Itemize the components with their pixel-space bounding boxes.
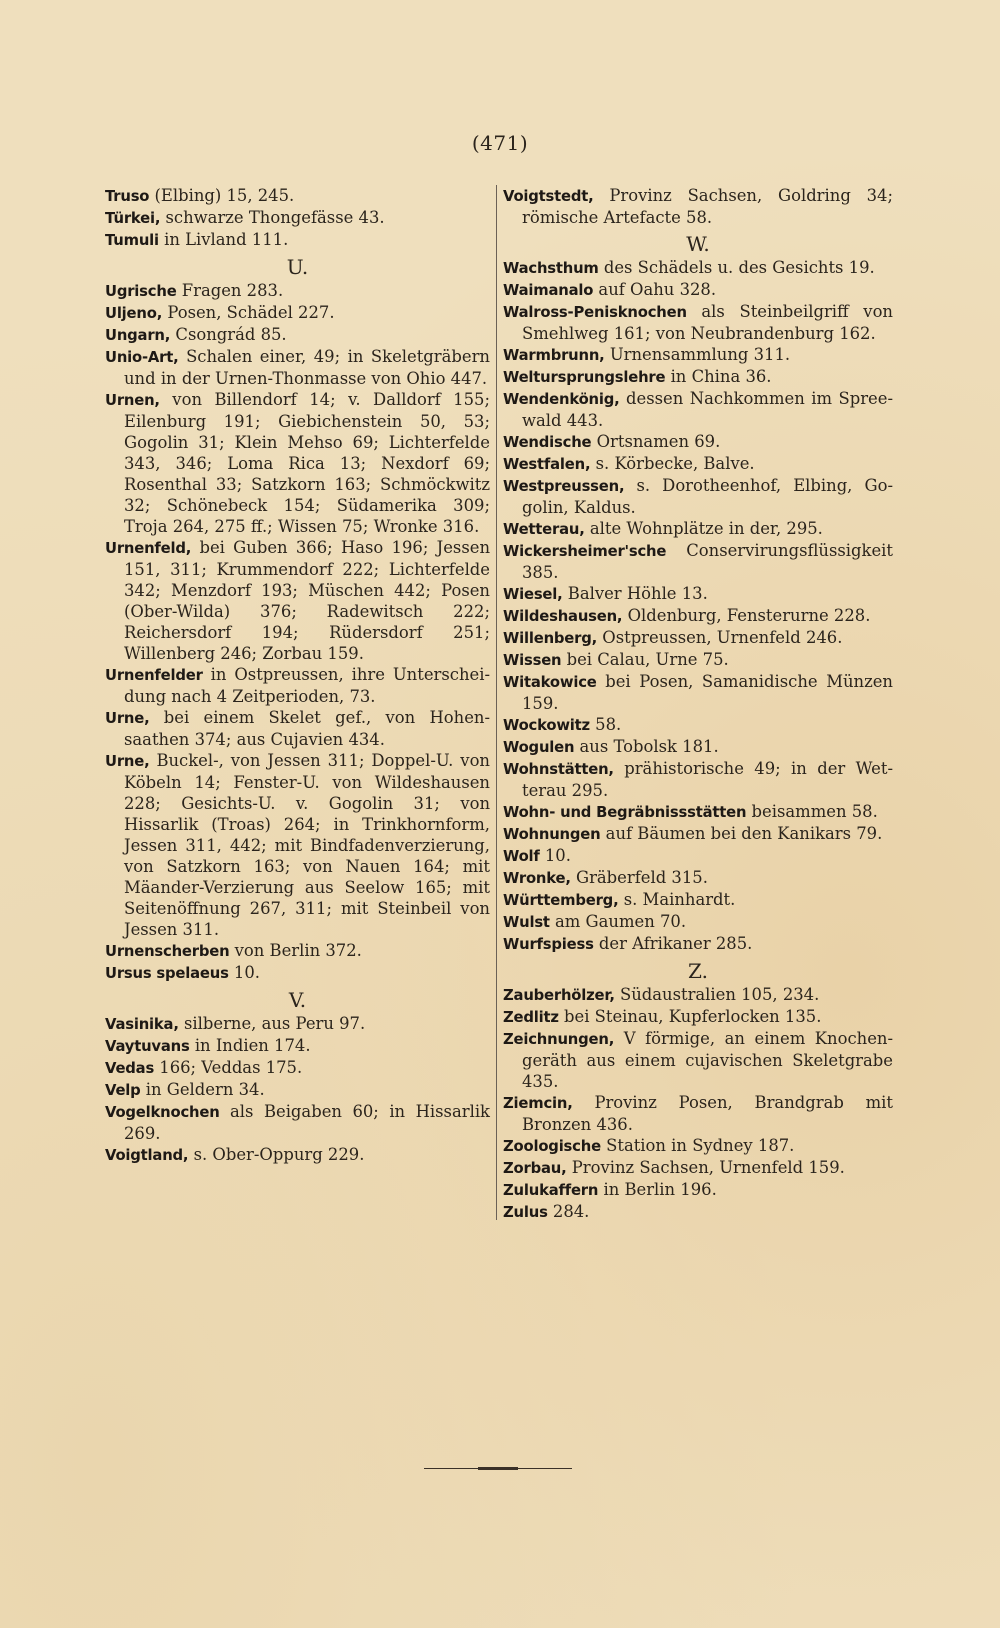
entry-headword: Zauberhölzer, xyxy=(503,987,615,1004)
index-entry xyxy=(105,280,490,302)
entry-text: Csongrád 85. xyxy=(170,325,287,344)
entry-text: Urnensammlung 311. xyxy=(604,345,791,364)
index-entry xyxy=(105,940,490,962)
entry-headword: Wickersheimer'sche xyxy=(503,543,667,560)
index-entry xyxy=(105,1144,490,1166)
entry-text: in China 36. xyxy=(665,367,772,386)
section-letter-v: V. xyxy=(288,988,307,1012)
entry-text: Conservirungsflüssigkeit 385. xyxy=(522,541,893,582)
entry-headword: Urnenscherben xyxy=(105,943,230,960)
entry-text: in Livland 111. xyxy=(158,230,289,249)
entry-headword: Tumuli xyxy=(105,232,159,249)
entry-headword: Zeichnungen, xyxy=(503,1031,615,1048)
index-entry xyxy=(503,301,893,344)
entry-headword: Zulukaffern xyxy=(503,1182,599,1199)
index-entry xyxy=(503,714,893,736)
entry-text: bei Steinau, Kupferlocken 135. xyxy=(558,1007,822,1026)
entry-headword: Ziemcin, xyxy=(503,1095,573,1112)
entry-headword: Zedlitz xyxy=(503,1009,559,1026)
entry-headword: Wohnungen xyxy=(503,826,601,843)
entry-headword: Wulst xyxy=(503,914,550,931)
entry-headword: Truso xyxy=(105,188,150,205)
entry-headword: Türkei, xyxy=(105,210,161,227)
entry-text: 284. xyxy=(547,1202,590,1221)
entry-text: von Billendorf 14; v. Dalldorf 155; Eilenburg 191; Giebichenstein 50, 53; Gogolin 31; Klein Mehso 69; Lichterfelde 343, 346; Loma Rica 13; Nexdorf 69; Rosenthal 33; Satzkorn 163; Schmöckwitz 32; Schönebeck 154; Südamerika 309; Troja 264, 275 ff.; Wissen 75; Wronke 316. xyxy=(124,390,490,536)
entry-text: bei Calau, Urne 75. xyxy=(561,650,729,669)
index-entry xyxy=(503,388,893,431)
entry-text: Südaustralien 105, 234. xyxy=(614,985,820,1004)
entry-headword: Wockowitz xyxy=(503,717,590,734)
entry-text: Ortsnamen 69. xyxy=(591,432,721,451)
entry-text: Fragen 283. xyxy=(176,281,284,300)
entry-text: (Elbing) 15, 245. xyxy=(149,186,295,205)
entry-text: Schalen einer, 49; in Skeletgräbern und in der Urnen-Thonmasse von Ohio 447. xyxy=(124,347,490,388)
entry-headword: Wetterau, xyxy=(503,521,585,538)
index-entry xyxy=(105,389,490,537)
entry-headword: Velp xyxy=(105,1082,141,1099)
entry-text: als Steinbeilgriff von Smehlweg 161; von Neubrandenburg 162. xyxy=(522,302,893,343)
entry-text: schwarze Thongefässe 43. xyxy=(160,208,385,227)
entry-headword: Walross-Penisknochen xyxy=(503,304,687,321)
entry-headword: Uljeno, xyxy=(105,305,163,322)
entry-text: Station in Sydney 187. xyxy=(600,1136,795,1155)
entry-headword: Wildeshausen, xyxy=(503,608,623,625)
entry-text: s. Ober-Oppurg 229. xyxy=(188,1145,365,1164)
entry-headword: Witakowice xyxy=(503,674,597,691)
index-entry xyxy=(105,1101,490,1144)
index-entry xyxy=(503,823,893,845)
entry-text: Provinz Sachsen, Goldring 34; römische Artefacte 58. xyxy=(522,186,893,227)
index-entry xyxy=(503,366,893,388)
index-entry xyxy=(503,344,893,366)
entry-headword: Waimanalo xyxy=(503,282,594,299)
entry-headword: Wendenkönig, xyxy=(503,391,620,408)
index-entry xyxy=(503,627,893,649)
entry-text: in Indien 174. xyxy=(189,1036,311,1055)
entry-text: V förmige, an einem Knochengeräth aus einem cujavischen Skeletgrabe 435. xyxy=(522,1029,893,1091)
entry-headword: Westfalen, xyxy=(503,456,591,473)
index-entry xyxy=(503,185,893,228)
entry-headword: Urne, xyxy=(105,753,150,770)
entry-text: Gräberfeld 315. xyxy=(570,868,708,887)
entry-text: in Berlin 196. xyxy=(598,1180,717,1199)
entry-headword: Ungarn, xyxy=(105,327,171,344)
index-entry xyxy=(105,962,490,984)
index-entry xyxy=(503,889,893,911)
page-number: (471) xyxy=(471,131,529,155)
index-entry xyxy=(105,207,490,229)
entry-text: als Beigaben 60; in Hissarlik 269. xyxy=(124,1102,490,1143)
index-entry xyxy=(105,302,490,324)
entry-headword: Unio-Art, xyxy=(105,349,179,366)
entry-text: s. Mainhardt. xyxy=(618,890,736,909)
entry-headword: Württemberg, xyxy=(503,892,619,909)
entry-text: prähistorische 49; in der Wetterau 295. xyxy=(522,759,893,800)
index-entry xyxy=(105,324,490,346)
index-column-left xyxy=(105,185,490,1166)
index-entry xyxy=(503,1179,893,1201)
index-entry xyxy=(503,257,893,279)
index-entry xyxy=(105,664,490,707)
entry-headword: Urne, xyxy=(105,710,150,727)
index-entry xyxy=(105,707,490,750)
entry-text: bei Guben 366; Haso 196; Jessen 151, 311; Krummendorf 222; Lichterfelde 342; Menzdorf 193; Müschen 442; Posen (Ober-Wilda) 376; Radewitsch 222; Reichersdorf 194; Rüdersdorf 251; Willenberg 246; Zorbau 159. xyxy=(124,538,490,663)
entry-headword: Vaytuvans xyxy=(105,1038,190,1055)
index-entry xyxy=(503,984,893,1006)
index-entry xyxy=(105,1057,490,1079)
entry-headword: Vedas xyxy=(105,1060,155,1077)
section-letter-u: U. xyxy=(286,255,309,279)
entry-text: dessen Nachkommen im Spreewald 443. xyxy=(522,389,893,430)
index-entry xyxy=(503,649,893,671)
entry-text: Buckel-, von Jessen 311; Doppel-U. von Köbeln 14; Fenster-U. von Wildeshausen 228; Gesichts-U. v. Gogolin 31; von Hissarlik (Troas) 264; in Trinkhornform, Jessen 311, 442; mit Bindfadenverzierung, von Satzkorn 163; von Nauen 164; mit Mäander-Verzierung aus Seelow 165; mit Seitenöffnung 267, 311; mit Steinbeil von Jessen 311. xyxy=(124,751,490,939)
entry-headword: Voigtstedt, xyxy=(503,188,594,205)
entry-headword: Wogulen xyxy=(503,739,575,756)
bottom-ornament-rule xyxy=(424,1468,572,1469)
entry-text: silberne, aus Peru 97. xyxy=(178,1014,366,1033)
entry-headword: Wachsthum xyxy=(503,260,599,277)
index-entry xyxy=(503,1201,893,1223)
index-entry xyxy=(503,540,893,583)
entry-text: auf Bäumen bei den Kanikars 79. xyxy=(600,824,883,843)
entry-text: aus Tobolsk 181. xyxy=(574,737,719,756)
entry-text: alte Wohnplätze in der, 295. xyxy=(584,519,823,538)
entry-headword: Ursus spelaeus xyxy=(105,965,229,982)
entry-text: 10. xyxy=(228,963,260,982)
index-entry xyxy=(503,279,893,301)
entry-headword: Weltursprungslehre xyxy=(503,369,666,386)
index-entry xyxy=(503,911,893,933)
entry-text: Oldenburg, Fensterurne 228. xyxy=(622,606,871,625)
entry-headword: Vasinika, xyxy=(105,1016,179,1033)
entry-text: in Geldern 34. xyxy=(140,1080,265,1099)
index-entry xyxy=(503,845,893,867)
index-column-right xyxy=(503,185,893,1223)
index-entry xyxy=(105,185,490,207)
section-letter-w: W. xyxy=(686,232,710,256)
entry-headword: Wohnstätten, xyxy=(503,761,614,778)
entry-headword: Wurfspiess xyxy=(503,936,594,953)
entry-text: von Berlin 372. xyxy=(229,941,362,960)
index-entry xyxy=(503,431,893,453)
entry-text: auf Oahu 328. xyxy=(593,280,717,299)
index-entry xyxy=(503,1006,893,1028)
entry-headword: Voigtland, xyxy=(105,1147,189,1164)
index-entry xyxy=(503,453,893,475)
entry-text: des Schädels u. des Gesichts 19. xyxy=(598,258,875,277)
entry-headword: Zorbau, xyxy=(503,1160,567,1177)
entry-headword: Zulus xyxy=(503,1204,548,1221)
index-entry xyxy=(503,605,893,627)
entry-text: Provinz Sachsen, Urnenfeld 159. xyxy=(566,1158,845,1177)
index-entry xyxy=(503,736,893,758)
index-entry xyxy=(503,1092,893,1135)
index-entry xyxy=(503,758,893,801)
entry-headword: Willenberg, xyxy=(503,630,598,647)
entry-headword: Wiesel, xyxy=(503,586,563,603)
entry-headword: Wissen xyxy=(503,652,562,669)
index-entry xyxy=(503,518,893,540)
entry-text: Posen, Schädel 227. xyxy=(162,303,335,322)
index-entry xyxy=(503,1028,893,1092)
index-entry xyxy=(503,583,893,605)
index-entry xyxy=(503,475,893,518)
index-entry xyxy=(105,346,490,389)
entry-text: der Afrikaner 285. xyxy=(593,934,753,953)
entry-text: bei Posen, Samanidische Münzen 159. xyxy=(522,672,893,713)
entry-text: bei einem Skelet gef., von Hohensaathen 374; aus Cujavien 434. xyxy=(124,708,490,749)
entry-headword: Vogelknochen xyxy=(105,1104,220,1121)
entry-headword: Wendische xyxy=(503,434,592,451)
index-entry xyxy=(503,1157,893,1179)
entry-headword: Warmbrunn, xyxy=(503,347,605,364)
index-entry xyxy=(105,537,490,664)
index-entry xyxy=(105,1035,490,1057)
entry-text: am Gaumen 70. xyxy=(549,912,687,931)
entry-text: Balver Höhle 13. xyxy=(562,584,708,603)
index-entry xyxy=(105,1013,490,1035)
entry-headword: Urnenfeld, xyxy=(105,540,192,557)
entry-headword: Westpreussen, xyxy=(503,478,625,495)
entry-text: in Ostpreussen, ihre Unterscheidung nach 4 Zeitperioden, 73. xyxy=(124,665,490,706)
entry-headword: Zoologische xyxy=(503,1138,601,1155)
index-entry xyxy=(105,229,490,251)
entry-text: Ostpreussen, Urnenfeld 246. xyxy=(597,628,843,647)
index-entry xyxy=(503,1135,893,1157)
index-entry xyxy=(105,750,490,940)
entry-text: s. Körbecke, Balve. xyxy=(590,454,755,473)
entry-text: s. Dorotheenhof, Elbing, Gogolin, Kaldus. xyxy=(522,476,893,517)
entry-text: Provinz Posen, Brandgrab mit Bronzen 436. xyxy=(522,1093,893,1134)
entry-headword: Ugrische xyxy=(105,283,177,300)
section-letter-z: Z. xyxy=(688,959,708,983)
entry-text: 10. xyxy=(539,846,571,865)
entry-headword: Wronke, xyxy=(503,870,571,887)
entry-headword: Urnen, xyxy=(105,392,160,409)
entry-text: 58. xyxy=(589,715,622,734)
index-entry xyxy=(503,933,893,955)
entry-headword: Wolf xyxy=(503,848,540,865)
index-entry xyxy=(503,801,893,823)
index-entry xyxy=(105,1079,490,1101)
column-divider xyxy=(496,185,497,1220)
entry-text: 166; Veddas 175. xyxy=(154,1058,303,1077)
index-entry xyxy=(503,867,893,889)
entry-headword: Urnenfelder xyxy=(105,667,203,684)
entry-headword: Wohn- und Begräbnissstätten xyxy=(503,804,747,821)
index-entry xyxy=(503,671,893,714)
entry-text: beisammen 58. xyxy=(746,802,878,821)
